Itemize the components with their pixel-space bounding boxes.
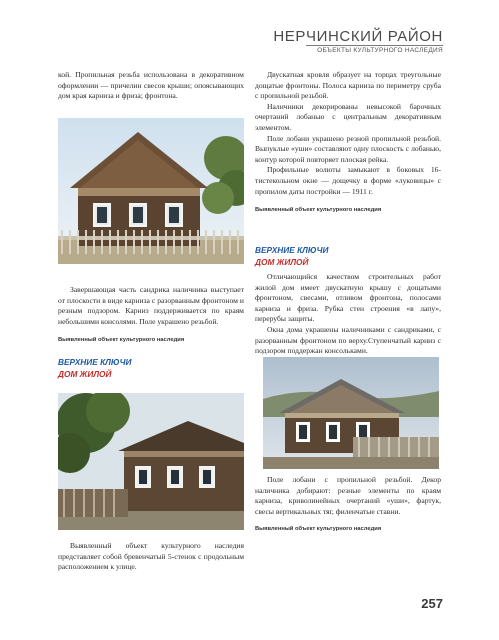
right-top-block bbox=[255, 70, 441, 213]
house-photo-2 bbox=[263, 357, 439, 469]
left-bottom-text bbox=[58, 541, 244, 573]
heritage-note: Выявленный объект культурного наследия bbox=[58, 337, 185, 344]
paragraph: Поле лобани украшено резной пропильной резьбой. Выпуклые «уши» составляют одну плоскость с лобанью, контур которой повторяет плоская рейка. bbox=[255, 133, 441, 164]
page-header bbox=[0, 0, 499, 58]
section-subtitle: ДОМ ЖИЛОЙ bbox=[255, 256, 309, 267]
paragraph: Профильные волюты замыкают в боковых 16-тистекольном окне — дощечку в форме «луковицы» с пропилом даты постройки — 1911 г. bbox=[255, 165, 441, 196]
section-title: ВЕРХНИЕ КЛЮЧИ bbox=[58, 357, 132, 368]
right-bottom-block bbox=[255, 475, 441, 532]
heritage-note: Выявленный объект культурного наследия bbox=[255, 526, 382, 533]
region-title: НЕРЧИНСКИЙ РАЙОН bbox=[273, 28, 443, 45]
left-mid-block bbox=[58, 285, 244, 380]
paragraph: Выявленный объект культурного наследия представляет собой бревенчатый 5-стенок с продольным расположением к улице. bbox=[58, 541, 244, 572]
section-subtitle: ДОМ ЖИЛОЙ bbox=[58, 368, 112, 379]
left-intro-text bbox=[58, 70, 244, 102]
paragraph: Отличающийся качеством строительных работ жилой дом имеет двускатную крышу с дощатыми фронтоном, свесами, отливом фронтона, полосами карниза и фриза. Рубка стен строения «в лапу», перерубы защиты. bbox=[255, 272, 441, 324]
house-photo-1 bbox=[58, 118, 244, 264]
house-photo-3 bbox=[58, 393, 244, 530]
paragraph: Завершающая часть сандрика наличника выступает от плоскости в виде карниза с разорванным фронтоном и резным подзором. Карниз поддерживается по краям небольшими консолями. Поле украшено резьбой. bbox=[58, 285, 244, 326]
paragraph: Окна дома украшены наличниками с сандриками, с разорванным фронтоном по верху.Ступенчатый карниз с подзором поддержан консольками. bbox=[255, 324, 441, 356]
page-number: 257 bbox=[421, 596, 443, 611]
region-subtitle: ОБЪЕКТЫ КУЛЬТУРНОГО НАСЛЕДИЯ bbox=[317, 47, 443, 54]
right-mid-block bbox=[255, 245, 441, 357]
header-divider bbox=[306, 45, 443, 46]
paragraph: Наличники декорированы невысокой барочных очертаний лобанью с центральным декоративным элементом. bbox=[255, 101, 441, 132]
paragraph: Двускатная кровля образует на торцах треугольные дощатые фронтоны. Полоса карниза по периметру сруба с пропильной резьбой. bbox=[255, 70, 441, 101]
paragraph: кой. Пропильная резьба использована в декоративном оформлении — причелин свесов крыши; опоясывающих дом края карниза и фриза; фронтона. bbox=[58, 70, 244, 101]
heritage-note: Выявленный объект культурного наследия bbox=[255, 207, 382, 214]
section-title: ВЕРХНИЕ КЛЮЧИ bbox=[255, 245, 329, 255]
paragraph: Поле лобани с пропильной резьбой. Декор наличника добирают: резные элементы по краям карниза, криволинейных очертаний «уши», фартук, свесы вертикальных тяг, филенчатые ставни. bbox=[255, 475, 441, 516]
